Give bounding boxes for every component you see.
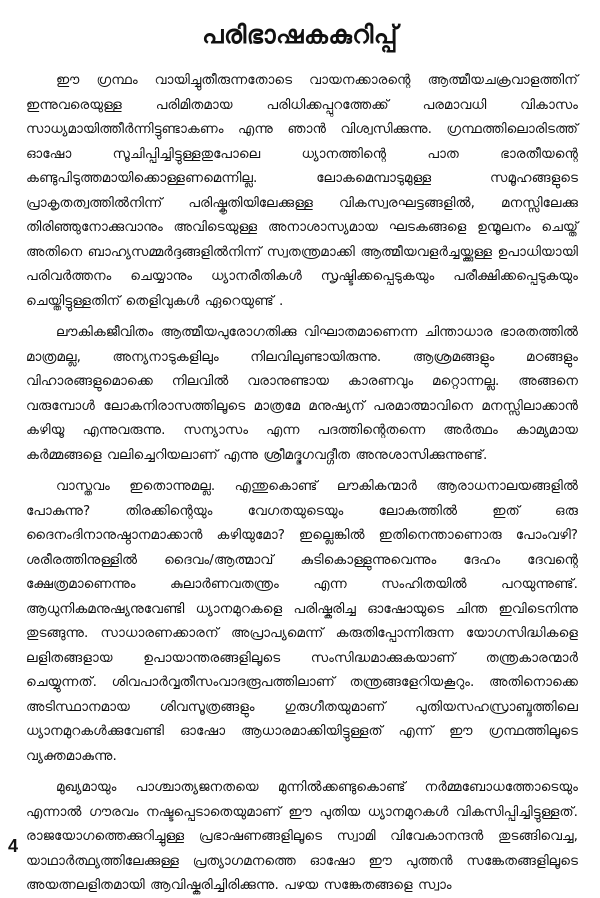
page-title: പരിഭാഷകകുറിപ്പ് [202,20,398,49]
paragraph-3: വാസ്തവം ഇതൊന്നുമല്ല. എന്തുകൊണ്ട് ലൗകികന്മാർ ആരാധനാലയങ്ങളിൽ പോകുന്നു? തിരക്കിന്റെയും വേഗതയുടെയും ലോകത്തിൽ ഇത് ഒരു ദൈനംദിനാനുഷ്ഠാനമാക്കാൻ കഴിയുമോ? ഇല്ലെങ്കിൽ ഇതിനെന്താണൊരു പോംവഴി? ശരീരത്തിനുള്ളിൽ ദൈവം/ആത്മാവ് കുടികൊള്ളുന്നുവെന്നും ദേഹം ദേവന്റെ ക്ഷേത്രമാണെന്നും കുലാർണവതന്ത്രം എന്ന സംഹിതയിൽ പറയുന്നുണ്ട്. ആധുനികമനുഷ്യനുവേണ്ടി ധ്യാനമുറകളെ പരിഷ്കരിച്ച ഓഷോയുടെ ചിന്ത ഇവിടെനിന്നു തുടങ്ങുന്നു. സാധാരണക്കാരന് അപ്രാപ്യമെന്ന് കരുതിപ്പോന്നിരുന്ന യോഗസിദ്ധികളെ ലളിതങ്ങളായ ഉപായാന്തരങ്ങളിലൂടെ സംസിദ്ധമാക്കുകയാണ് തന്ത്രകാരന്മാർ ചെയ്യുന്നത്. ശിവപാർവ്വതീസംവാദരൂപത്തിലാണ് തന്ത്രങ്ങളേറിയകൂറും. അതിനൊക്കെ അടിസ്ഥാനമായ ശിവസൂത്രങ്ങളും ഗുരുഗീതയുമാണ് പുതിയസഹസ്രാബ്ദത്തിലെ ധ്യാനമുറകൾക്കുവേണ്ടി ഓഷോ ആധാരമാക്കിയിട്ടുള്ളത് എന്ന് ഈ ഗ്രന്ഥത്തിലൂടെ വ്യക്തമാകുന്നു. [26,478,578,764]
paragraph-1: ഈ ഗ്രന്ഥം വായിച്ചുതീരുന്നതോടെ വായനക്കാരന്റെ ആത്മീയചക്രവാളത്തിന് ഇന്നുവരെയുള്ള പരിമിതമായ പരിധിക്കപ്പുറത്തേക്ക് പരമാവധി വികാസം സാധ്യമായിത്തീർന്നിട്ടുണ്ടാകണം എന്നു ഞാൻ വിശ്വസിക്കുന്നു. ഗ്രന്ഥത്തിലൊരിടത്ത് ഓഷോ സൂചിപ്പിച്ചിട്ടുള്ളതുപോലെ ധ്യാനത്തിന്റെ പാത ഭാരതീയന്റെ കണ്ടുപിടുത്തമായിക്കൊള്ളണമെന്നില്ല. ലോകമെമ്പാടുമുള്ള സമൂഹങ്ങളുടെ പ്രാകൃതത്വത്തിൽനിന്ന് പരിഷ്കൃതിയിലേക്കുള്ള വികസ്വരഘട്ടങ്ങളിൽ, മനസ്സിലേക്കു തിരിഞ്ഞുനോക്കുവാനും അവിടെയുള്ള അനാശാസ്യമായ ഘടകങ്ങളെ ഉന്മൂലനം ചെയ്ത് അതിനെ ബാഹ്യസമ്മർദ്ദങ്ങളിൽനിന്ന് സ്വതന്ത്രമാക്കി ആത്മീയവളർച്ചയ്ക്കുള്ള ഉപാധിയായി പരിവർത്തനം ചെയ്യാനും ധ്യാനരീതികൾ സൃഷ്ടിക്കപ്പെടുകയും പരീക്ഷിക്കപ്പെടുകയും ചെയ്തിട്ടുള്ളതിന് തെളിവുകൾ ഏറെയുണ്ട് . [26,72,578,309]
paragraph-2: ലൗകികജീവിതം ആത്മീയപുരോഗതിക്കു വിഘാതമാണെന്ന ചിന്താധാര ഭാരതത്തിൽ മാത്രമല്ല, അന്യനാടുകളിലും നിലവിലുണ്ടായിരുന്നു. ആശ്രമങ്ങളും മഠങ്ങളും വിഹാരങ്ങളുമൊക്കെ നിലവിൽ വരാനുണ്ടായ കാരണവും മറ്റൊന്നല്ല. അങ്ങനെ വരുമ്പോൾ ലോകനിരാസത്തിലൂടെ മാത്രമേ മനുഷ്യന് പരമാത്മാവിനെ മനസ്സിലാക്കാൻ കഴിയൂ എന്നുവരുന്നു. സന്യാസം എന്ന പദത്തിന്റെതന്നെ അർത്ഥം കാമ്യമായ കർമ്മങ്ങളെ വലിച്ചെറിയലാണ് എന്നു ശ്രീമദ്ഭഗവദ്ഗീത അനുശാസിക്കുന്നുണ്ട്. [26,324,578,463]
paragraph-4: മുഖ്യമായും പാശ്ചാത്യജനതയെ മുന്നിൽക്കണ്ടുകൊണ്ട് നർമ്മബോധത്തോടെയും എന്നാൽ ഗൗരവം നഷ്ടപ്പെടാതെയുമാണ് ഈ പുതിയ ധ്യാനമുറകൾ വികസിപ്പിച്ചിട്ടുള്ളത്. രാജയോഗത്തെക്കുറിച്ചുള്ള പ്രഭാഷണങ്ങളിലൂടെ സ്വാമി വിവേകാനന്ദൻ തുടങ്ങിവെച്ച, യാഥാർത്ഥ്യത്തിലേക്കുള്ള പ്രത്യാഗമനത്തെ ഓഷോ ഈ പുത്തൻ സങ്കേതങ്ങളിലൂടെ അയത്നലളിതമായി ആവിഷ്കരിച്ചിരിക്കുന്നു. പഴയ സങ്കേതങ്ങളെ സ്വാം [26,779,578,893]
body-text [26,68,578,893]
page-number: 4 [8,836,19,856]
